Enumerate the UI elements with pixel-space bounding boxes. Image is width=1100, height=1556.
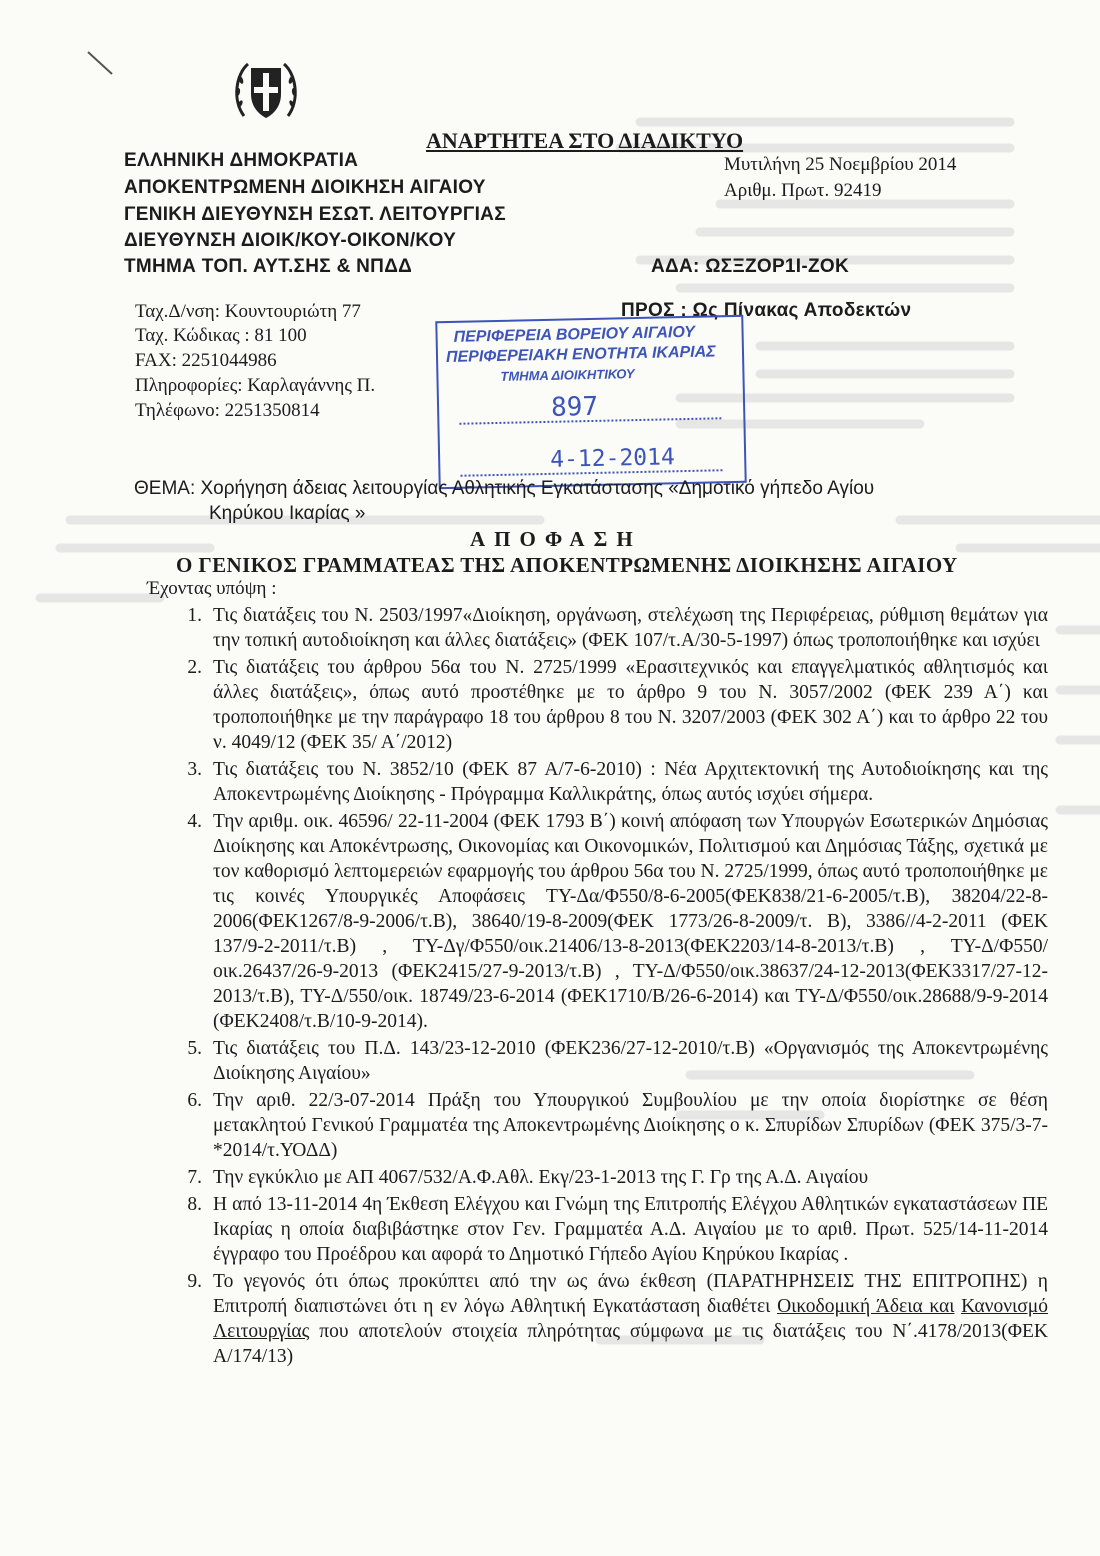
item-text-part: Το γεγονός ότι όπως προκύπτει από την ως άνω έκθεση (ΠΑΡΑΤΗΡΗΣΕΙΣ ΤΗΣ ΕΠΙΤΡΟΠΗΣ) η Επιτροπή διαπιστώνει ότι η εν λόγω Αθλητική Εγκατάσταση διαθέτει [213,1271,1048,1317]
issuer-line-2: ΑΠΟΚΕΝΤΡΩΜΕΝΗ ΔΙΟΙΚΗΣΗ ΑΙΓΑΙΟΥ [124,177,486,198]
contact-info-person: Πληροφορίες: Καρλαγάννης Π. [135,375,376,396]
stamp-unit-line: ΠΕΡΙΦΕΡΕΙΑΚΗ ΕΝΟΤΗΤΑ ΙΚΑΡΙΑΣ [445,343,716,367]
stamp-region-line: ΠΕΡΙΦΕΡΕΙΑ ΒΟΡΕΙΟΥ ΑΙΓΑΙΟΥ [453,323,696,346]
item-text: Την εγκύκλιο με ΑΠ 4067/532/Α.Φ.Αθλ. Εκγ/23-1-2013 της Γ. Γρ της Α.Δ. Αιγαίου [213,1167,869,1188]
item-number: 3. [187,759,202,780]
item-number: 5. [187,1038,202,1059]
decision-title: ΑΠΟΦΑΣΗ [470,527,642,551]
underlined-building-permit: Οικοδομική Άδεια και [777,1296,955,1317]
list-item [176,603,1048,653]
list-item [176,1165,1048,1190]
subject-line-2: Κηρύκου Ικαρίας » [209,503,366,524]
recipient-line: ΠΡΟΣ : Ως Πίνακας Αποδεκτών [621,300,912,321]
stamp-handwritten-date: 4-12-2014 [549,444,676,473]
item-text: Την αριθμ. οικ. 46596/ 22-11-2004 (ΦΕΚ 1793 Β΄) κοινή απόφαση των Υπουργών Εσωτερικών Δημόσιας Διοίκησης και Αποκέντρωσης, Οικονομίας και Οικονομικών, Πολιτισμού και Δημόσιας Τάξης, σχετικά με τον καθορισμό λεπτομερειών εφαρμογής του άρθρου 56α του Ν. 2725/1999, όπως αυτό τροποποιήθηκε με τις κοινές Υπουργικές Αποφάσεις ΤΥ-Δα/Φ550/8-6-2005(ΦΕΚ838/21-6-2005/τ.Β), 38204/22-8-2006(ΦΕΚ1267/8-9-2006/τ.Β), 38640/19-8-2009(ΦΕΚ 1773/26-8-2009/τ. Β), 3386//4-2-2011 (ΦΕΚ 137/9-2-2011/τ.Β) , ΤΥ-Δγ/Φ550/οικ.21406/13-8-2013(ΦΕΚ2203/14-8-2013/τ.Β) , ΤΥ-Δ/Φ550/οικ.26437/26-9-2013 (ΦΕΚ2415/27-9-2013/τ.Β) , ΤΥ-Δ/Φ550/οικ.38637/24-12-2013(ΦΕΚ3317/27-12-2013/τ.Β), ΤΥ-Δ/550/οικ. 18749/23-6-2014 (ΦΕΚ1710/Β/26-6-2014) και ΤΥ-Δ/Φ550/οικ.28688/9-9-2014 (ΦΕΚ2408/τ.Β/10-9-2014). [213,811,1048,1032]
item-text: Την αριθ. 22/3-07-2014 Πράξη του Υπουργικού Συμβουλίου με την οποία διορίστηκε σε θέση μετακλητού Γενικού Γραμματέα της Αποκεντρωμένης Διοίκησης ο κ. Σπυρίδων Σπυρίδων (ΦΕΚ 375/3-7-*2014/τ.ΥΟΔΔ) [213,1090,1048,1161]
item-number: 6. [187,1090,202,1111]
registration-stamp [435,315,746,489]
item-text: Τις διατάξεις του Π.Δ. 143/23-12-2010 (ΦΕΚ236/27-12-2010/τ.Β) «Οργανισμός της Αποκεντρωμένης Διοίκησης Αιγαίου» [213,1038,1048,1084]
stamp-handwritten-number: 897 [550,391,599,423]
item-text: Τις διατάξεις του άρθρου 56α του Ν. 2725/1999 «Ερασιτεχνικός και επαγγελματικός αθλητισμός και άλλες διατάξεις», όπως αυτό προστέθηκε με το άρθρο 9 του Ν. 3057/2002 (ΦΕΚ 239 Α΄) και τροποποιήθηκε με την παράγραφο 18 του άρθρου 8 του Ν. 3207/2003 (ΦΕΚ 302 Α΄) και το άρθρο 22 του ν. 4049/12 (ΦΕΚ 35/ Α΄/2012) [213,657,1048,753]
publish-online-notice: ΑΝΑΡΤΗΤΕΑ ΣΤΟ ΔΙΑΔΙΚΤΥΟ [426,128,744,153]
issuer-line-5: ΤΜΗΜΑ ΤΟΠ. ΑΥΤ.ΣΗΣ & ΝΠΔΔ [124,256,413,277]
underlined-operating-rules: Κανονισμό Λειτουργίας [213,1296,1048,1342]
item-text [213,1269,1048,1369]
list-item [176,1036,1048,1086]
list-item [176,757,1048,807]
item-number: 4. [187,811,202,832]
item-text-part: που αποτελούν στοιχεία πληρότητας σύμφωνα με τις διατάξεις του Ν΄.4178/2013(ΦΕΚ Α/174/13) [213,1321,1048,1367]
contact-fax: FAX: 2251044986 [135,350,277,371]
item-number: 7. [187,1167,202,1188]
issuer-line-3: ΓΕΝΙΚΗ ΔΙΕΥΘΥΝΣΗ ΕΣΩΤ. ΛΕΙΤΟΥΡΓΙΑΣ [124,204,506,225]
list-item [176,655,1048,755]
considerations-list [176,603,1048,1371]
list-item [176,1192,1048,1267]
item-text: Τις διατάξεις του Ν. 3852/10 (ΦΕΚ 87 Α/7-6-2010) : Νέα Αρχιτεκτονική της Αυτοδιοίκησης και της Αποκεντρωμένης Διοίκησης - Πρόγραμμα Καλλικράτης, όπως αυτός ισχύει σήμερα. [213,759,1048,805]
item-number: 1. [187,605,202,626]
decision-author: Ο ΓΕΝΙΚΟΣ ΓΡΑΜΜΑΤΕΑΣ ΤΗΣ ΑΠΟΚΕΝΤΡΩΜΕΝΗΣ ΔΙΟΙΚΗΣΗΣ ΑΙΓΑΙΟΥ [176,553,958,577]
item-text: Τις διατάξεις του Ν. 2503/1997«Διοίκηση, οργάνωση, στελέχωση της Περιφέρειας, ρύθμιση θεμάτων για την τοπική αυτοδιοίκηση και άλλες διατάξεις» (ΦΕΚ 107/τ.Α/30-5-1997) όπως τροποποιήθηκε και ισχύει [213,605,1048,651]
greek-coat-of-arms-icon [234,58,298,126]
contact-postcode: Ταχ. Κώδικας : 81 100 [135,325,307,346]
item-text: Η από 13-11-2014 4η Έκθεση Ελέγχου και Γνώμη της Επιτροπής Ελέγχου Αθλητικών εγκαταστάσεων ΠΕ Ικαρίας η οποία διαβιβάστηκε στον Γεν. Γραμματέα Α.Δ. Αιγαίου με το αριθ. Πρωτ. 525/14-11-2014 έγγραφο του Προέδρου και αφορά το Δημοτικό Γήπεδο Αγίου Κηρύκου Ικαρίας . [213,1194,1048,1265]
list-item [176,809,1048,1034]
item-number: 8. [187,1194,202,1215]
considering-heading: Έχοντας υπόψη : [147,578,277,599]
contact-phone: Τηλέφωνο: 2251350814 [135,400,320,421]
list-item [176,1088,1048,1163]
protocol-number: Αριθμ. Πρωτ. 92419 [724,180,882,201]
subject-line-1: ΘΕΜΑ: Χορήγηση άδειας λειτουργίας Αθλητικής Εγκατάστασης «Δημοτικό γήπεδο Αγίου [134,478,875,499]
item-number: 2. [187,657,202,678]
issuer-line-4: ΔΙΕΥΘΥΝΣΗ ΔΙΟΙΚ/ΚΟΥ-ΟΙΚΟΝ/ΚΟΥ [124,230,457,251]
list-item [176,1269,1048,1369]
item-number: 9. [187,1271,202,1292]
issuer-line-1: ΕΛΛΗΝΙΚΗ ΔΗΜΟΚΡΑΤΙΑ [124,150,359,171]
place-and-date: Μυτιλήνη 25 Νοεμβρίου 2014 [724,154,957,175]
ada-code: ΑΔΑ: ΩΣΞΖΟΡ1Ι-ΖΟΚ [651,256,850,277]
contact-address: Ταχ.Δ/νση: Κουντουριώτη 77 [135,301,361,322]
stamp-department-line: ΤΜΗΜΑ ΔΙΟΙΚΗΤΙΚΟΥ [500,366,635,384]
